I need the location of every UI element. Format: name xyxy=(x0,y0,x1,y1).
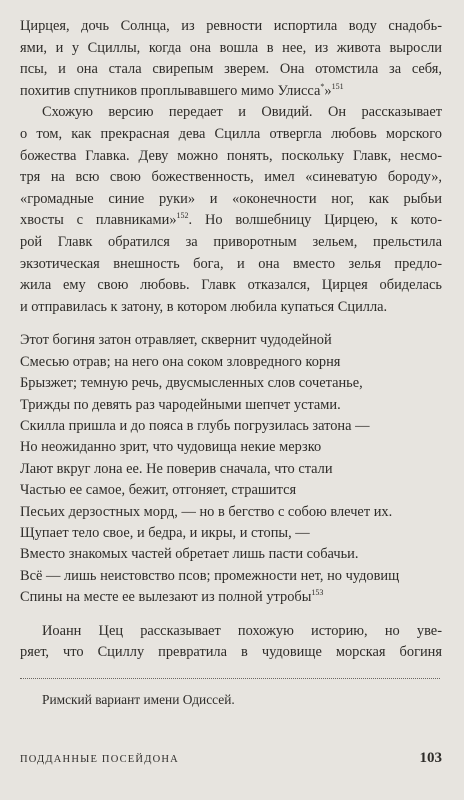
text-line: Цирцея, дочь Солнца, из ревности испортила воду снадобь- xyxy=(20,18,442,34)
text-fragment: . Но волшебницу Цирцею, к кото- xyxy=(188,212,442,229)
verse-line: Песьих дерзостных морд, — но в бегство с собою влечет их. xyxy=(20,503,393,520)
text-line: божества Главка. Деву можно понять, поскольку Главк, несмо- xyxy=(20,147,442,164)
text-line: ями, и у Сциллы, когда она вошла в нее, из живота выросли xyxy=(20,39,442,56)
text-line: экзотическая внешность бога, и она вместо зелья предло- xyxy=(20,255,442,272)
endnote-ref: 152 xyxy=(176,211,189,221)
verse-line: Этот богиня затон отравляет, сквернит чудодейной xyxy=(20,332,332,349)
text-fragment: хвосты с плавниками» xyxy=(20,212,177,229)
text-line xyxy=(20,210,442,232)
verse-line: Вместо знакомых частей обретает лишь пасти собачьи. xyxy=(20,546,359,563)
text-line: «громадные синие руки» и «оконечности ног, как рыбьи xyxy=(20,190,442,207)
text-line: Схожую версию передает и Овидий. Он рассказывает xyxy=(42,104,442,121)
verse-line: Брызжет; темную речь, двусмысленных слов сочетанье, xyxy=(20,375,363,392)
footnote xyxy=(42,691,442,709)
verse-line xyxy=(20,587,442,608)
verse-quote xyxy=(20,330,442,608)
verse-line: Всё — лишь неистовство псов; промежности нет, но чудовищ xyxy=(20,567,400,584)
verse-line: Щупает тело свое, и бедра, и икры, и стопы, — xyxy=(20,524,310,541)
text-line: тря на всю свою божественность, имел «синеватую бороду», xyxy=(20,169,442,186)
closing-quote: » xyxy=(324,82,332,99)
verse-line: Смесью отрав; на него она соком зловредного корня xyxy=(20,353,341,370)
text-line: псы, и она стала свирепым зверем. Она отомстила за себя, xyxy=(20,61,442,78)
verse-line: Частью ее самое, бежит, отгоняет, страшится xyxy=(20,482,297,499)
text-line: и отправилась к затону, в котором любила купаться Сцилла. xyxy=(20,298,388,315)
running-head: ПОДДАННЫЕ ПОСЕЙДОНА xyxy=(20,754,179,765)
text-fragment: Спины на месте ее вылезают из полной утробы xyxy=(20,589,312,606)
text-line: о том, как прекрасная дева Сцилла отвергла любовь морского xyxy=(20,125,442,142)
page-footer xyxy=(20,750,442,767)
text-line: Иоанн Цец рассказывает похожую историю, но уве- xyxy=(42,622,442,639)
paragraph-ovid xyxy=(20,102,442,318)
text-fragment: похитив спутников проплывавшего мимо Улисса xyxy=(20,82,321,99)
footnote-star: * xyxy=(320,81,325,91)
text-line: рой Главк обратился за приворотным зельем, прельстила xyxy=(20,233,442,250)
footnote-divider xyxy=(20,678,440,679)
text-line: жила ему свою любовь. Главк отказался, Цирцея обиделась xyxy=(20,277,442,294)
text-line xyxy=(20,81,442,103)
text-line: ряет, что Сциллу превратила в чудовище морская богиня xyxy=(20,644,442,661)
endnote-ref: 153 xyxy=(311,588,324,598)
page-number: 103 xyxy=(419,750,442,766)
verse-line: Лают вкруг лона ее. Не поверив сначала, что стали xyxy=(20,460,333,477)
verse-line: Трижды по девять раз чародейными шепчет устами. xyxy=(20,396,341,413)
footnote-text: Римский вариант имени Одиссей. xyxy=(42,691,235,707)
verse-line: Скилла пришла и до пояса в глубь погрузилась затона — xyxy=(20,417,370,434)
paragraph-circe xyxy=(20,16,442,102)
paragraph-tzetzes xyxy=(20,621,442,664)
endnote-ref: 151 xyxy=(331,81,344,91)
verse-line: Но неожиданно зрит, что чудовища некие мерзко xyxy=(20,439,322,456)
